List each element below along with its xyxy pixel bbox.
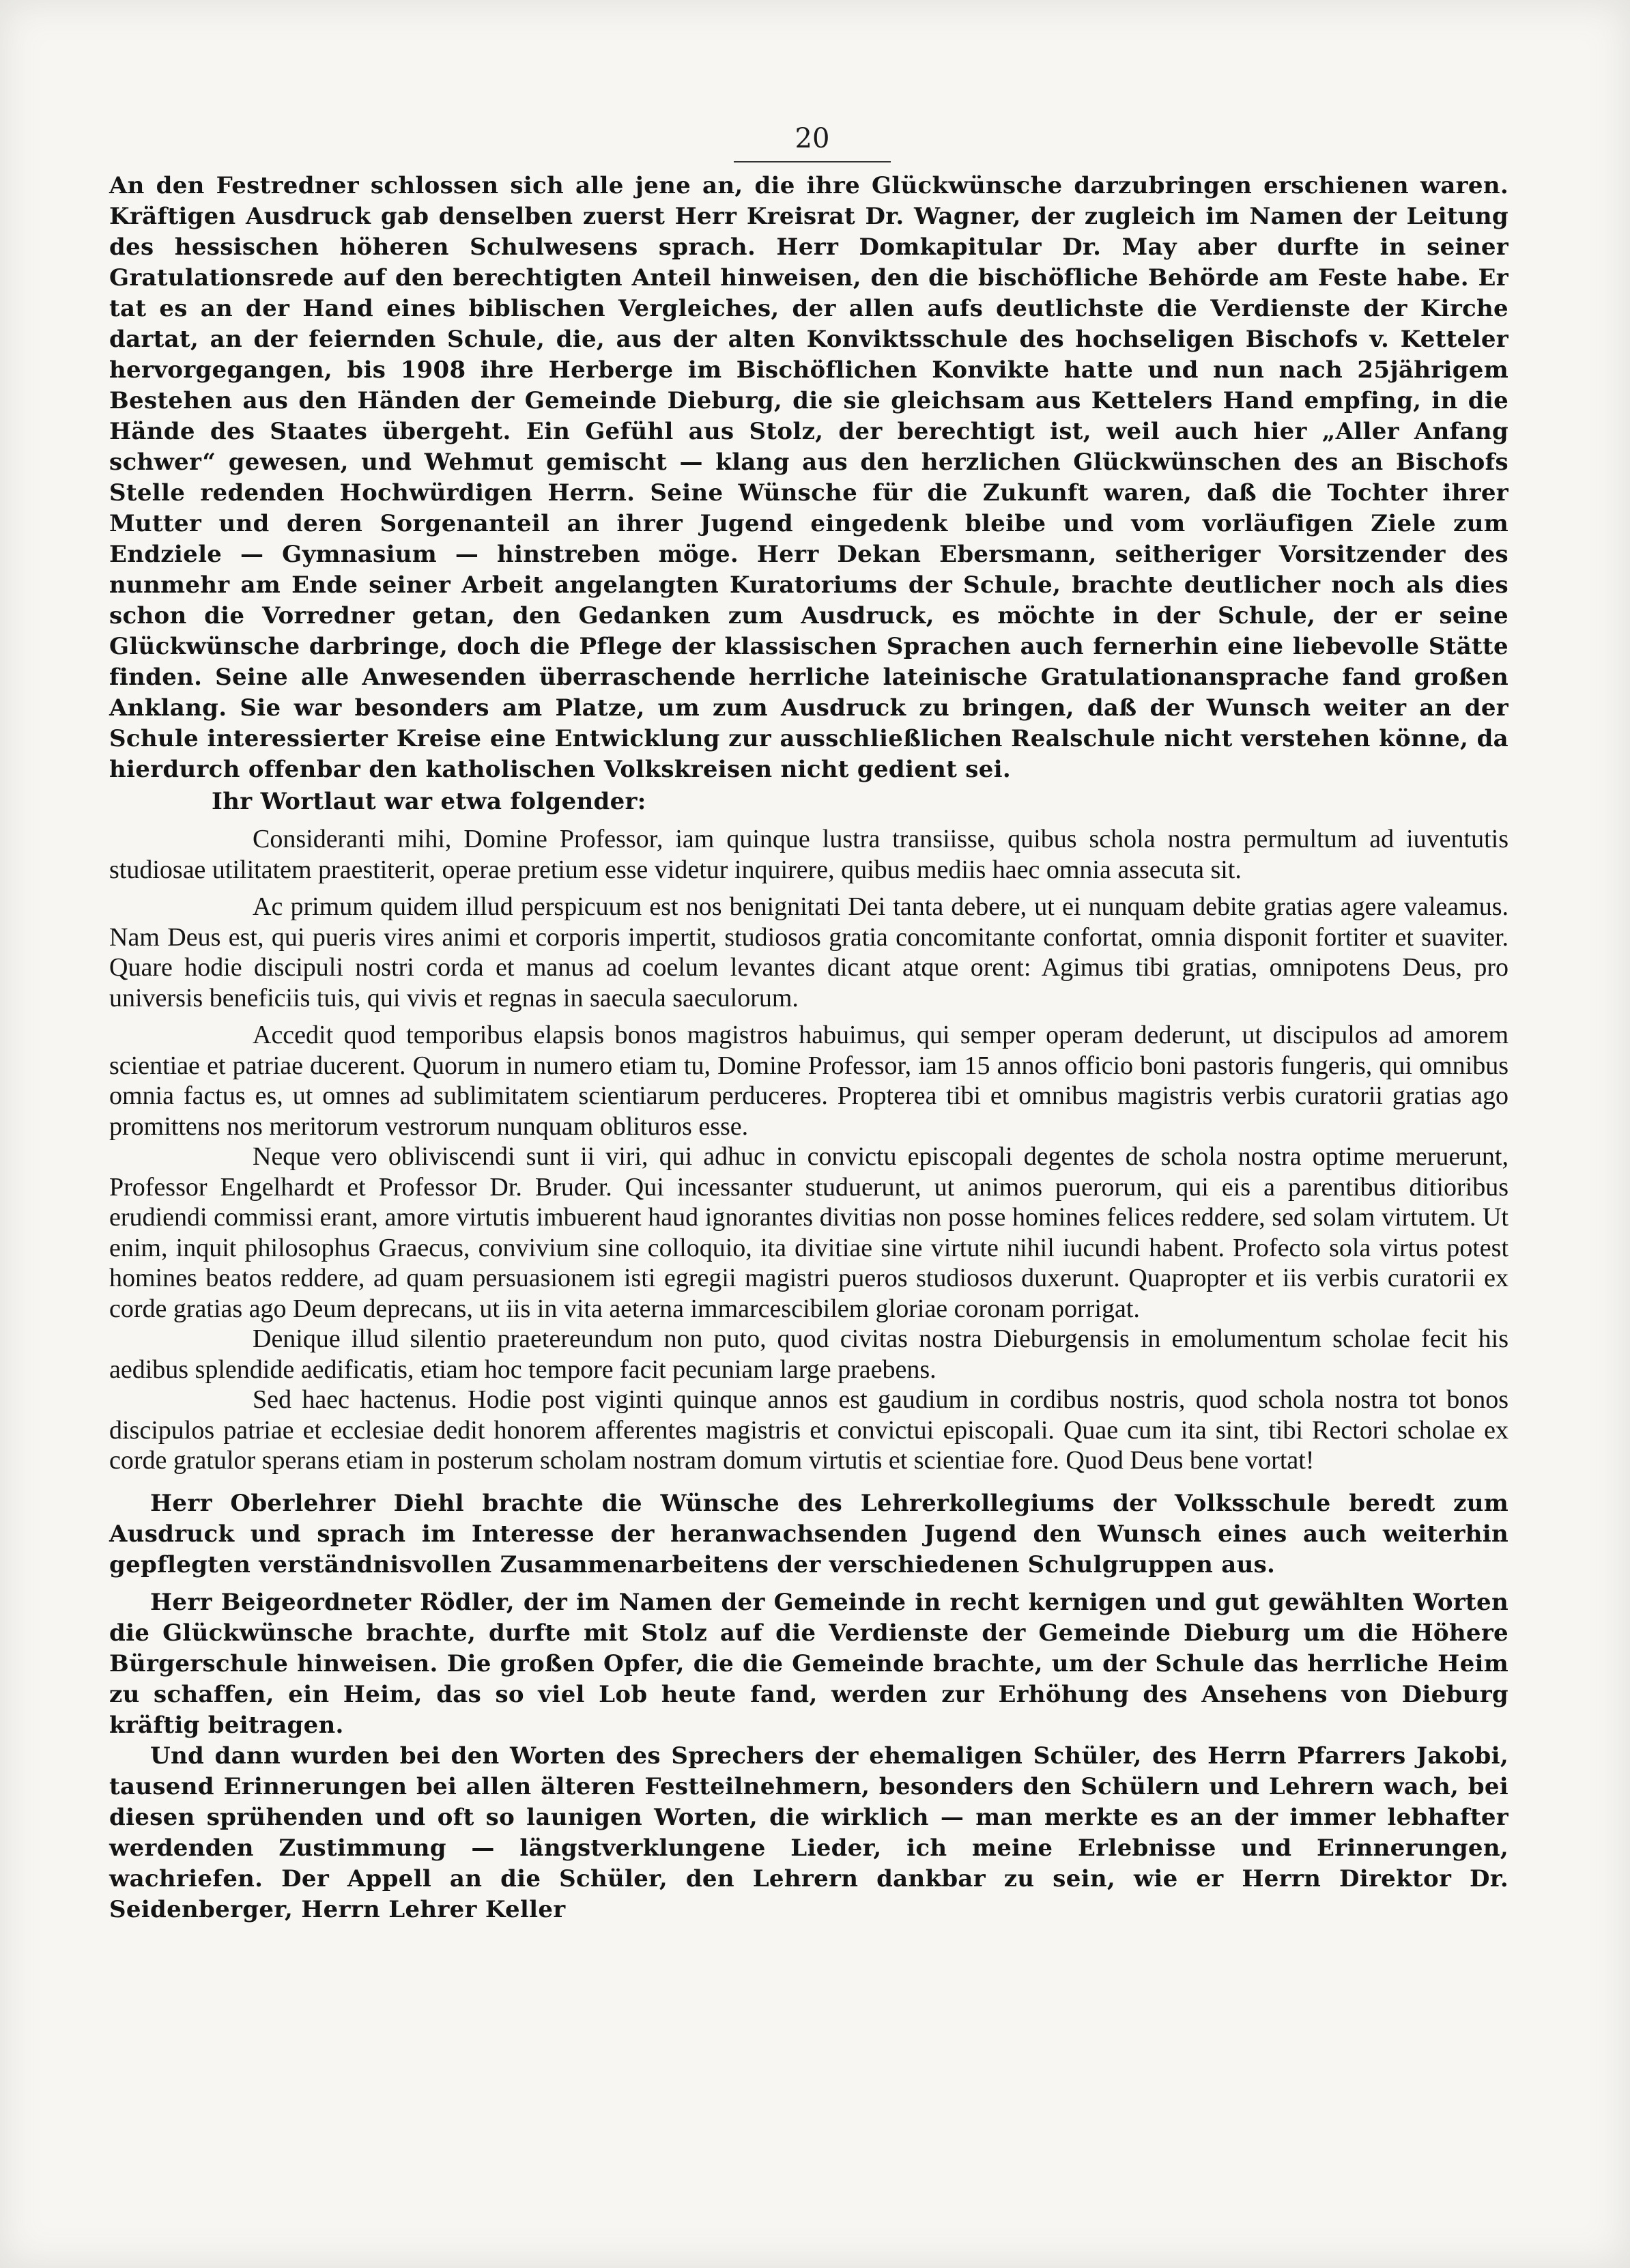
spacer [109, 817, 1509, 824]
paragraph-wording-intro: Ihr Wortlaut war etwa folgender: [212, 788, 646, 815]
paragraph-roedler: Herr Beigeordneter Rödler, der im Namen der Gemeinde in recht kernigen und gut gewählten Worten die Glückwünsche brachte, durfte mit Stolz auf die Verdienste der Gemeinde Dieburg um die Höhere Bürgerschule hinweisen. Die großen Opfer, die die Gemeinde brachte, um der Schule das herrliche Heim zu schaffen, ein Heim, das so viel Lob heute fand, werden zur Erhöhung des Ansehens von Dieburg kräftig beitragen. [109, 1588, 1509, 1739]
latin-paragraph: Consideranti mihi, Domine Professor, iam quinque lustra transiisse, quibus schola nostra permultum ad iuventutis studiosae utilitatem praestiterit, operae pretium esse videtur inquirere, quibus mediis haec omnia assecuta sit. [109, 825, 1509, 884]
paragraph-diehl: Herr Oberlehrer Diehl brachte die Wünsche des Lehrerkollegiums der Volksschule beredt zum Ausdruck und sprach im Interesse der heranwachsenden Jugend den Wunsch eines auch weiterhin gepflegten verständnisvollen Zusammenarbeitens der verschiedenen Schulgruppen aus. [109, 1489, 1509, 1578]
page-number: 20 [795, 123, 830, 154]
paragraph-congratulations: An den Festredner schlossen sich alle jene an, die ihre Glückwünsche darzubringen erschienen waren. Kräftigen Ausdruck gab denselben zuerst Herr Kreisrat Dr. Wagner, der zugleich im Namen der Leitung des hessischen höheren Schulwesens sprach. Herr Domkapitular Dr. May aber durfte in seiner Gratulationsrede auf den berechtigten Anteil hinweisen, den die bischöfliche Behörde am Feste habe. Er tat es an der Hand eines biblischen Vergleiches, der allen aufs deutlichste die Verdienste der Kirche dartat, an der feiernden Schule, die, aus der alten Konviktsschule des hochseligen Bischofs v. Ketteler hervorgegangen, bis 1908 ihre Herberge im Bischöflichen Konvikte hatte und nun nach 25jährigem Bestehen aus den Händen der Gemeinde Dieburg, die sie gleichsam aus Kettelers Hand empfing, in die Hände des Staates übergeht. Ein Gefühl aus Stolz, der berechtigt ist, weil auch hier „Aller Anfang schwer“ gewesen, und Wehmut gemischt — klang aus den herzlichen Glückwünschen des an Bischofs Stelle redenden Hochwürdigen Herrn. Seine Wünsche für die Zukunft waren, daß die Tochter ihrer Mutter und deren Sorgenanteil an ihrer Jugend eingedenk bleibe und vom vorläufigen Ziele zum Endziele — Gymnasium — hinstreben möge. Herr Dekan Ebersmann, seitheriger Vorsitzender des nunmehr am Ende seiner Arbeit angelangten Kuratoriums der Schule, brachte deutlicher noch als dies schon die Vorredner getan, den Gedanken zum Ausdruck, es möchte in der Schule, der er seine Glückwünsche darbringe, doch die Pflege der klassischen Sprachen auch fernerhin eine liebevolle Stätte finden. Seine alle Anwesenden überraschende herrliche lateinische Gratulationansprache fand großen Anklang. Sie war besonders am Platze, um zum Ausdruck zu bringen, daß der Wunsch weiter an der Schule interessierter Kreise eine Entwicklung zur ausschließlichen Realschule nicht verstehen könne, da hierdurch offenbar den katholischen Volkskreisen nicht gedient sei. [109, 172, 1509, 783]
latin-paragraph: Denique illud silentio praetereundum non puto, quod civitas nostra Dieburgensis in emolumentum scholae fecit his aedibus splendide aedificatis, etiam hoc tempore facit pecuniam large praebens. [109, 1324, 1509, 1384]
paragraph-jakobi: Und dann wurden bei den Worten des Sprechers der ehemaligen Schüler, des Herrn Pfarrers Jakobi, tausend Erinnerungen bei allen älteren Festteilnehmern, besonders den Schülern und Lehrern wach, bei diesen sprühenden und oft so launigen Worten, die wirklich — man merkte es an der immer lebhafter werdenden Zustimmung — längstverklungene Lieder, ich meine Erlebnisse und Erinnerungen, wachriefen. Der Appell an die Schüler, den Lehrern dankbar zu sein, wie er Herrn Direktor Dr. Seidenberger, Herrn Lehrer Keller [109, 1742, 1509, 1923]
body-text [109, 171, 1509, 1925]
latin-paragraph: Ac primum quidem illud perspicuum est nos benignitati Dei tanta debere, ut ei nunquam debite gratias agere valeamus. Nam Deus est, qui pueris vires animi et corporis impertit, studiosos gratia concomitante confortat, omnia disponit fortiter et suaviter. Quare hodie discipuli nostri corda et manus ad coelum levantes dicant atque orent: Agimus tibi gratias, omnipotens Deus, pro universis beneficiis tuis, qui vivis et regnas in saecula saeculorum. [109, 892, 1509, 1012]
page-number-rule [734, 161, 891, 162]
spacer [109, 1013, 1509, 1020]
spacer [109, 1476, 1509, 1488]
spacer [109, 1580, 1509, 1587]
spacer [109, 885, 1509, 892]
latin-paragraph: Sed haec hactenus. Hodie post viginti quinque annos est gaudium in cordibus nostris, quod schola nostra tot bonos discipulos patriae et ecclesiae dedit honorem afferentes magistris et convictui episcopali. Quae cum ita sint, tibi Rectori scholae ex corde gratulor sperans etiam in posterum scholam nostram domum virtutis et scientiae fore. Quod Deus bene vortat! [109, 1385, 1509, 1475]
latin-paragraph: Neque vero obliviscendi sunt ii viri, qui adhuc in convictu episcopali degentes de schola nostra optime meruerunt, Professor Engelhardt et Professor Dr. Bruder. Qui incessanter studuerunt, ut animos puerorum, qui eis a parentibus ditioribus erudiendi commissi erant, amore virtutis imbuerent haud ignorantes divitias non posse homines felices reddere, sed solam virtutem. Ut enim, inquit philosophus Graecus, convivium sine colloquio, ita divitiae sine virtute nihil iucundi habent. Profecto sola virtus potest homines beatos reddere, ad quam persuasionem isti egregii magistri pueros studiosos duxerunt. Quapropter et iis verbis curatorii ex corde gratias ago Deum deprecans, ut iis in vita aeterna immarcescibilem gloriae coronam porrigat. [109, 1142, 1509, 1323]
latin-paragraph: Accedit quod temporibus elapsis bonos magistros habuimus, qui semper operam dederunt, ut discipulos ad amorem scientiae et patriae ducerent. Quorum in numero etiam tu, Domine Professor, iam 15 annos officio boni pastoris fungeris, qui omnibus omnia factus es, ut omnes ad sublimitatem scientiarum perduceres. Propterea tibi et omnibus magistris verbis curatorii gratias ago promittens nos meritorum vestrorum nunquam oblituros esse. [109, 1021, 1509, 1141]
